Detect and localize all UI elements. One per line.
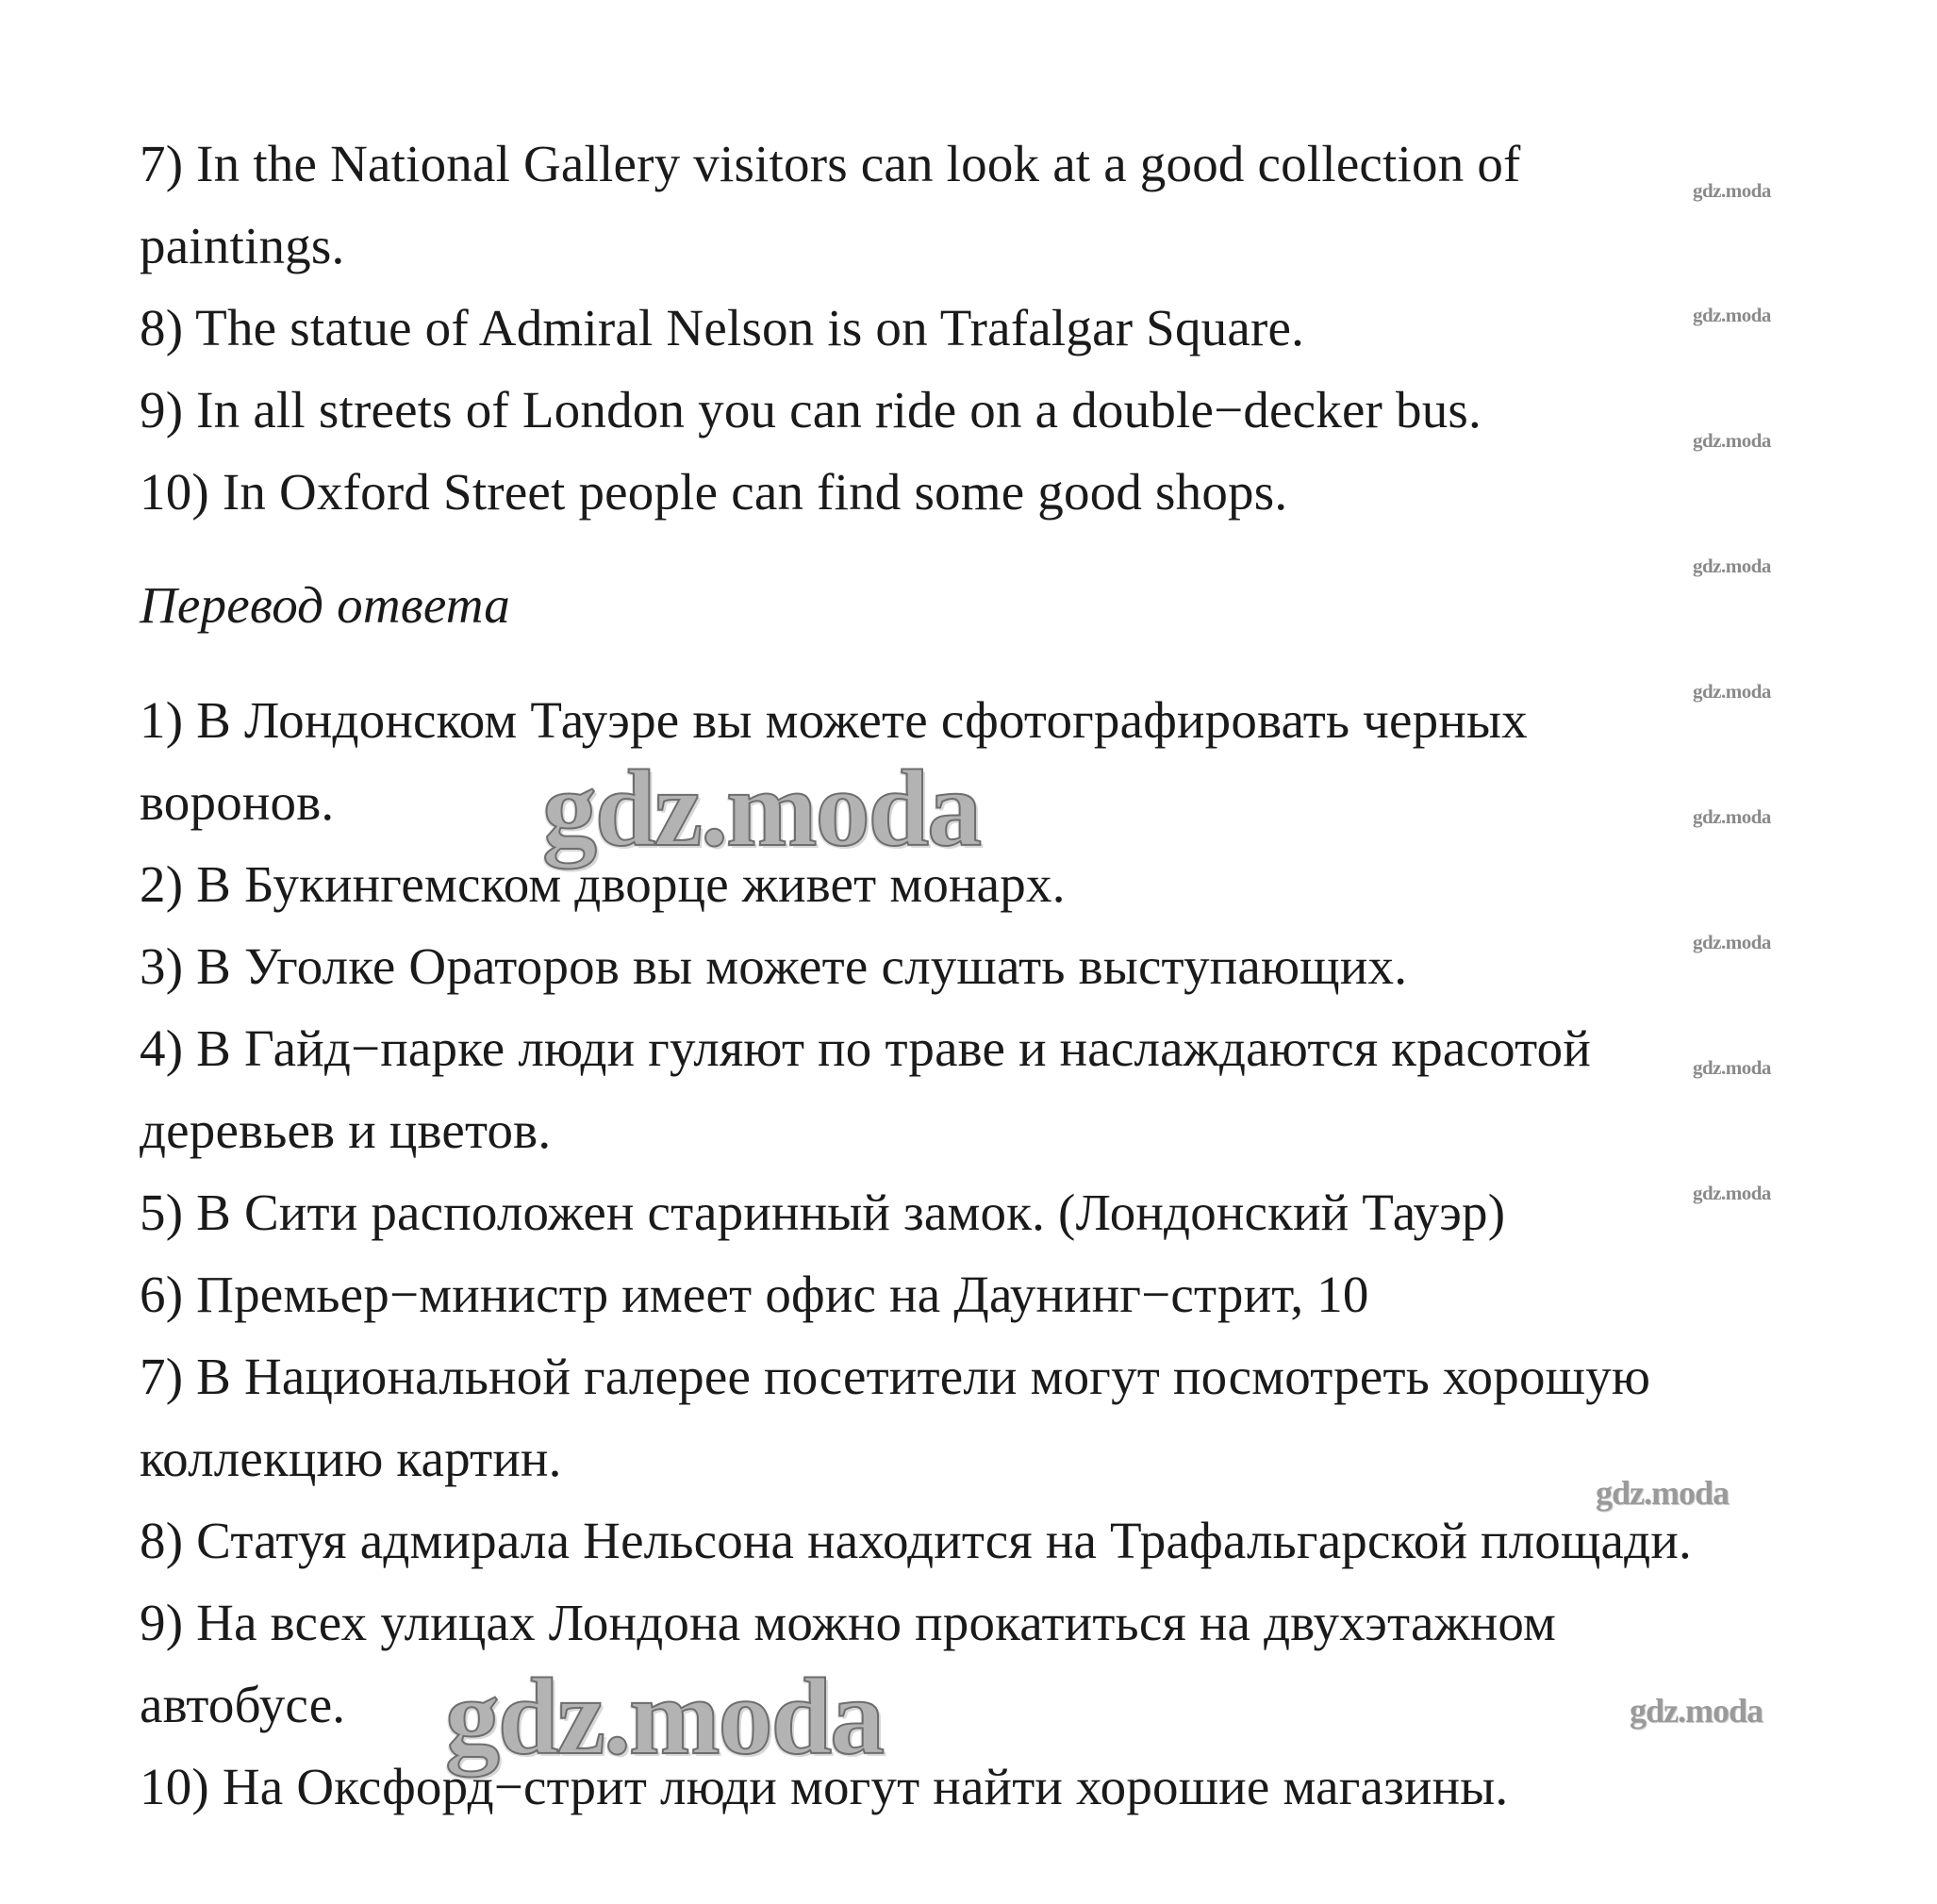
russian-answer-line: коллекцию картин. xyxy=(140,1430,562,1487)
watermark-small: gdz.moda xyxy=(1693,1182,1771,1204)
russian-answer-line: 3) В Уголке Ораторов вы можете слушать выступающих. xyxy=(140,937,1408,995)
russian-answer-line: 6) Премьер−министр имеет офис на Даунинг−стрит, 10 xyxy=(140,1266,1369,1323)
russian-answer-line: 9) На всех улицах Лондона можно прокатиться на двухэтажном xyxy=(140,1594,1557,1651)
russian-answer-line: деревьев и цветов. xyxy=(140,1101,552,1159)
russian-answer-line: 4) В Гайд−парке люди гуляют по траве и наслаждаются красотой xyxy=(140,1019,1591,1077)
watermark-medium: gdz.moda xyxy=(1596,1474,1730,1512)
watermark-small: gdz.moda xyxy=(1693,304,1771,326)
russian-answer-line: воронов. xyxy=(140,773,335,831)
english-answer-line: 8) The statue of Admiral Nelson is on Trafalgar Square. xyxy=(140,299,1305,356)
english-answer-line: paintings. xyxy=(140,217,345,274)
russian-answer-line: 2) В Букингемском дворце живет монарх. xyxy=(140,855,1066,913)
russian-answer-line: 1) В Лондонском Тауэре вы можете сфотографировать черных xyxy=(140,691,1528,749)
watermark-small: gdz.moda xyxy=(1693,179,1771,202)
english-answer-line: 10) In Oxford Street people can find some good shops. xyxy=(140,463,1288,521)
watermark-small: gdz.moda xyxy=(1693,805,1771,828)
russian-answer-line: 10) На Оксфорд−стрит люди могут найти хорошие магазины. xyxy=(140,1758,1509,1815)
watermark-small: gdz.moda xyxy=(1693,931,1771,953)
watermark-small: gdz.moda xyxy=(1693,555,1771,577)
russian-answer-line: 8) Статуя адмирала Нельсона находится на Трафальгарской площади. xyxy=(140,1512,1692,1569)
watermark-large: gdz.moda xyxy=(445,1657,884,1778)
russian-answer-line: автобусе. xyxy=(140,1676,346,1733)
english-answer-line: 9) In all streets of London you can ride on a double−decker bus. xyxy=(140,381,1482,439)
russian-answer-line: 7) В Национальной галерее посетители могут посмотреть хорошую xyxy=(140,1348,1651,1405)
russian-answer-line: 5) В Сити расположен старинный замок. (Лондонский Тауэр) xyxy=(140,1184,1506,1241)
watermark-small: gdz.moda xyxy=(1693,1056,1771,1079)
translation-heading: Перевод ответа xyxy=(140,576,511,634)
watermark-large: gdz.moda xyxy=(542,749,981,869)
watermark-medium: gdz.moda xyxy=(1630,1692,1763,1730)
watermark-small: gdz.moda xyxy=(1693,429,1771,452)
english-answer-line: 7) In the National Gallery visitors can look at a good collection of xyxy=(140,135,1521,192)
watermark-small: gdz.moda xyxy=(1693,680,1771,703)
